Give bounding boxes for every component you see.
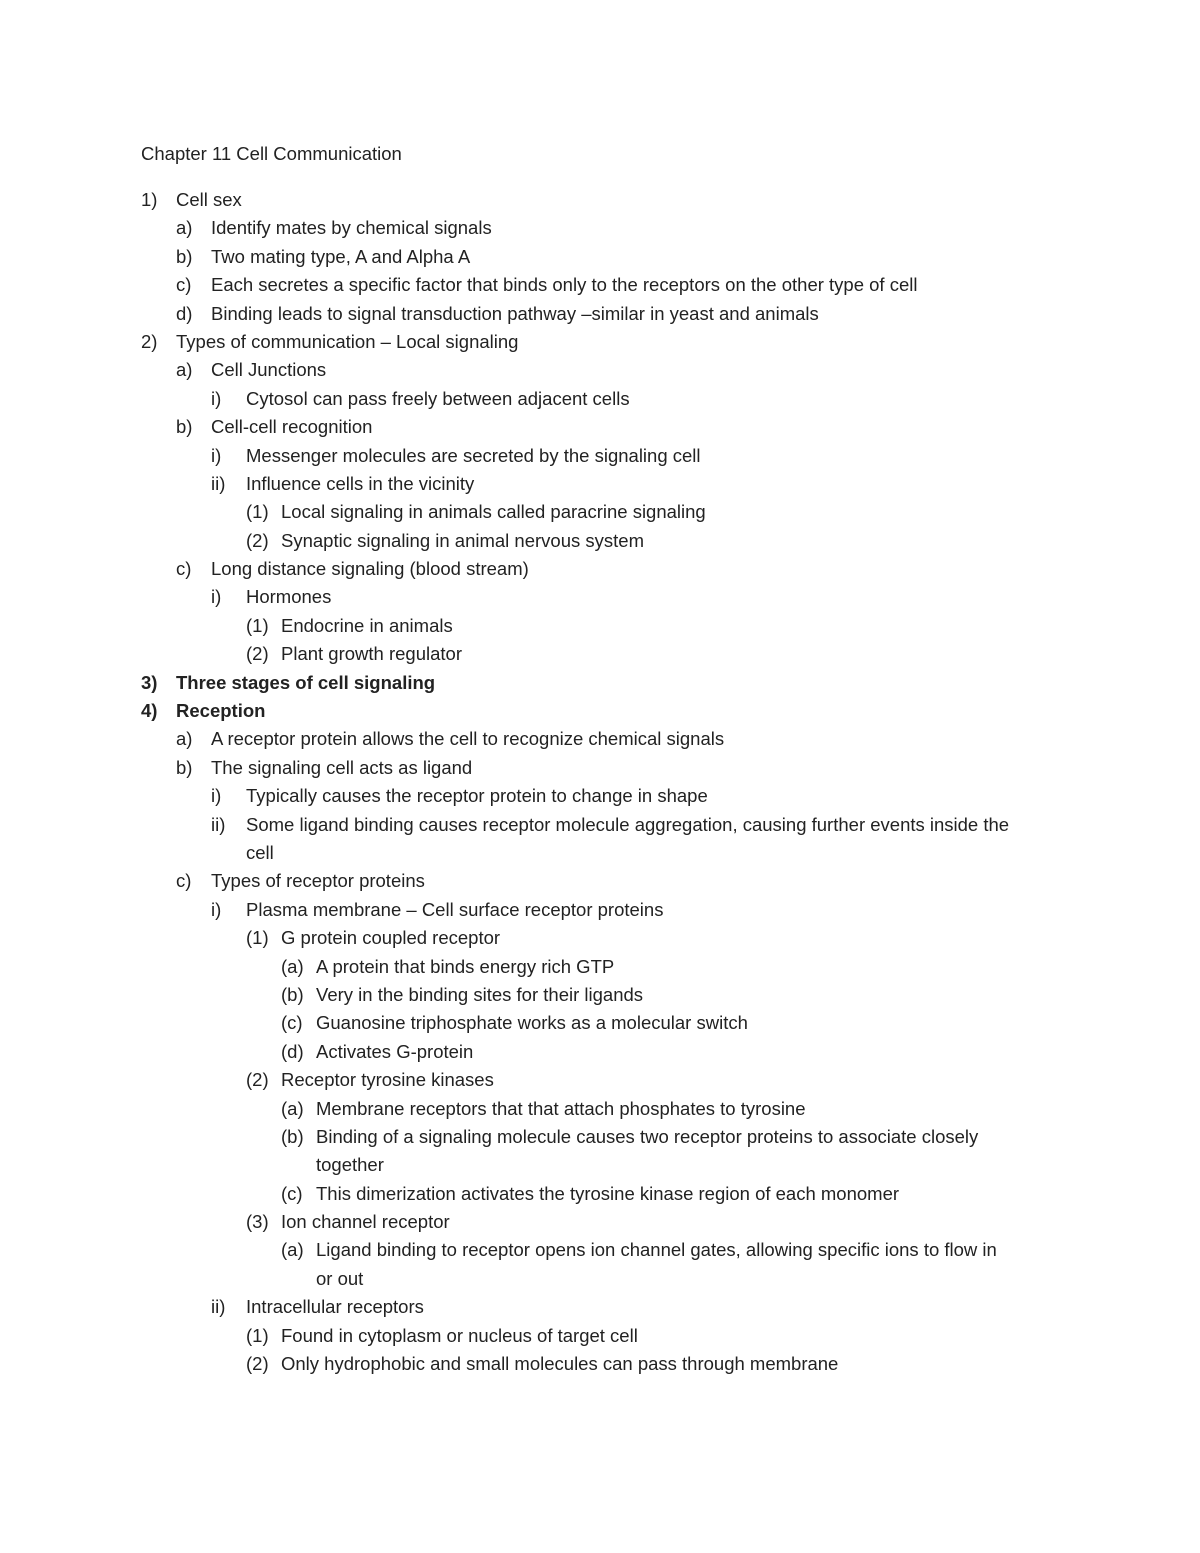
outline-item xyxy=(0,1095,1200,1123)
outline-marker: (2) xyxy=(246,1069,269,1091)
outline-marker: 2) xyxy=(141,330,158,352)
outline-item xyxy=(0,867,1200,895)
outline-text: Ligand binding to receptor opens ion channel gates, allowing specific ions to flow in xyxy=(316,1239,997,1261)
outline-marker: ii) xyxy=(211,472,226,494)
outline-item xyxy=(0,243,1200,271)
outline-text: Ion channel receptor xyxy=(281,1211,450,1233)
outline-item xyxy=(0,356,1200,384)
outline-item xyxy=(0,214,1200,242)
outline-text: Binding leads to signal transduction pathway –similar in yeast and animals xyxy=(211,302,819,324)
outline-text: Two mating type, A and Alpha A xyxy=(211,245,471,267)
outline-text: Messenger molecules are secreted by the signaling cell xyxy=(246,444,701,466)
outline-marker: a) xyxy=(176,728,193,750)
outline-text: Some ligand binding causes receptor molecule aggregation, causing further events inside the xyxy=(246,813,1010,835)
outline-text: A receptor protein allows the cell to recognize chemical signals xyxy=(211,728,725,750)
outline-text: Cell-cell recognition xyxy=(211,416,373,438)
outline-text: Each secretes a specific factor that binds only to the receptors on the other type of cell xyxy=(211,274,918,296)
outline-text: Activates G-protein xyxy=(316,1040,474,1062)
outline-marker: (b) xyxy=(281,983,304,1005)
outline-marker: i) xyxy=(211,785,222,807)
outline-marker: 1) xyxy=(141,189,158,210)
outline-list xyxy=(0,186,1200,1378)
outline-text: Influence cells in the vicinity xyxy=(246,472,475,494)
outline-text: Three stages of cell signaling xyxy=(176,671,436,693)
outline-marker: ii) xyxy=(211,813,226,835)
outline-text: Guanosine triphosphate works as a molecular switch xyxy=(316,1012,748,1034)
outline-marker: (2) xyxy=(246,529,269,551)
outline-text: Hormones xyxy=(246,586,332,608)
outline-item xyxy=(0,754,1200,782)
outline-text: or out xyxy=(316,1267,364,1289)
outline-text: This dimerization activates the tyrosine kinase region of each monomer xyxy=(316,1182,900,1204)
outline-item xyxy=(0,782,1200,810)
outline-marker: i) xyxy=(211,444,222,466)
outline-text: Typically causes the receptor protein to change in shape xyxy=(246,785,708,807)
outline-item-continuation xyxy=(0,839,1200,867)
outline-item xyxy=(0,498,1200,526)
outline-text: Only hydrophobic and small molecules can pass through membrane xyxy=(281,1353,839,1375)
outline-text: Membrane receptors that that attach phosphates to tyrosine xyxy=(316,1097,806,1119)
outline-text: Synaptic signaling in animal nervous system xyxy=(281,529,644,551)
outline-item xyxy=(0,1350,1200,1378)
outline-item xyxy=(0,924,1200,952)
outline-marker: (2) xyxy=(246,643,269,665)
outline-marker: b) xyxy=(176,245,193,267)
outline-item xyxy=(0,413,1200,441)
outline-marker: i) xyxy=(211,586,222,608)
outline-item xyxy=(0,1038,1200,1066)
outline-text: Endocrine in animals xyxy=(281,614,453,636)
outline-item xyxy=(0,697,1200,725)
outline-item xyxy=(0,612,1200,640)
outline-text: Cell sex xyxy=(176,189,242,210)
outline-item xyxy=(0,527,1200,555)
outline-text: Plant growth regulator xyxy=(281,643,462,665)
outline-text: Receptor tyrosine kinases xyxy=(281,1069,494,1091)
outline-marker: c) xyxy=(176,274,192,296)
outline-marker: (a) xyxy=(281,1097,304,1119)
outline-marker: ii) xyxy=(211,1296,226,1318)
outline-text: Reception xyxy=(176,700,266,722)
outline-marker: (3) xyxy=(246,1211,269,1233)
outline-marker: i) xyxy=(211,898,222,920)
outline-text: A protein that binds energy rich GTP xyxy=(316,955,615,977)
outline-text: Very in the binding sites for their ligands xyxy=(316,983,644,1005)
outline-text: Local signaling in animals called paracrine signaling xyxy=(281,501,706,523)
outline-text: G protein coupled receptor xyxy=(281,927,501,949)
outline-marker: (a) xyxy=(281,955,304,977)
outline-item-continuation xyxy=(0,1151,1200,1179)
outline-marker: (1) xyxy=(246,927,269,949)
outline-marker: (b) xyxy=(281,1125,304,1147)
outline-item xyxy=(0,442,1200,470)
outline-text: Intracellular receptors xyxy=(246,1296,424,1318)
outline-item-continuation xyxy=(0,1265,1200,1293)
outline-text: Identify mates by chemical signals xyxy=(211,217,492,239)
outline-text: Types of receptor proteins xyxy=(211,870,425,892)
outline-item xyxy=(0,640,1200,668)
outline-item xyxy=(0,1293,1200,1321)
outline-item xyxy=(0,811,1200,839)
outline-item xyxy=(0,953,1200,981)
outline-item xyxy=(0,300,1200,328)
outline-item xyxy=(0,328,1200,356)
outline-item xyxy=(0,1208,1200,1236)
outline-marker: (1) xyxy=(246,501,269,523)
outline-text: together xyxy=(316,1154,384,1176)
outline-item xyxy=(0,470,1200,498)
outline-marker: 3) xyxy=(141,671,158,693)
outline-marker: (a) xyxy=(281,1239,304,1261)
outline-text: Binding of a signaling molecule causes two receptor proteins to associate closely xyxy=(316,1125,979,1147)
outline-item xyxy=(0,1180,1200,1208)
outline-item xyxy=(0,981,1200,1009)
outline-text: Types of communication – Local signaling xyxy=(176,330,519,352)
outline-item xyxy=(0,186,1200,214)
outline-marker: (c) xyxy=(281,1012,303,1034)
outline-item xyxy=(0,271,1200,299)
outline-marker: c) xyxy=(176,558,192,580)
outline-item xyxy=(0,669,1200,697)
outline-item xyxy=(0,385,1200,413)
outline-marker: a) xyxy=(176,217,193,239)
outline-item xyxy=(0,1123,1200,1151)
outline-marker: b) xyxy=(176,756,193,778)
outline-marker: (d) xyxy=(281,1040,304,1062)
outline-marker: (2) xyxy=(246,1353,269,1375)
outline-marker: a) xyxy=(176,359,193,381)
outline-marker: (1) xyxy=(246,1324,269,1346)
outline-text: The signaling cell acts as ligand xyxy=(211,756,473,778)
outline-marker: (c) xyxy=(281,1182,303,1204)
outline-text: Found in cytoplasm or nucleus of target cell xyxy=(281,1324,638,1346)
outline-text: cell xyxy=(246,841,274,863)
outline-item xyxy=(0,725,1200,753)
outline-item xyxy=(0,555,1200,583)
outline-text: Cell Junctions xyxy=(211,359,327,381)
outline-marker: (1) xyxy=(246,614,269,636)
outline-text: Plasma membrane – Cell surface receptor proteins xyxy=(246,898,664,920)
outline-marker: i) xyxy=(211,387,222,409)
outline-item xyxy=(0,1066,1200,1094)
outline-marker: 4) xyxy=(141,700,158,722)
outline-marker: c) xyxy=(176,870,192,892)
outline-item xyxy=(0,896,1200,924)
outline-item xyxy=(0,1009,1200,1037)
page-title: Chapter 11 Cell Communication xyxy=(141,143,402,164)
outline-marker: d) xyxy=(176,302,193,324)
outline-item xyxy=(0,1322,1200,1350)
outline-item xyxy=(0,583,1200,611)
outline-text: Cytosol can pass freely between adjacent cells xyxy=(246,387,630,409)
outline-item xyxy=(0,1236,1200,1264)
outline-text: Long distance signaling (blood stream) xyxy=(211,558,529,580)
outline-marker: b) xyxy=(176,416,193,438)
